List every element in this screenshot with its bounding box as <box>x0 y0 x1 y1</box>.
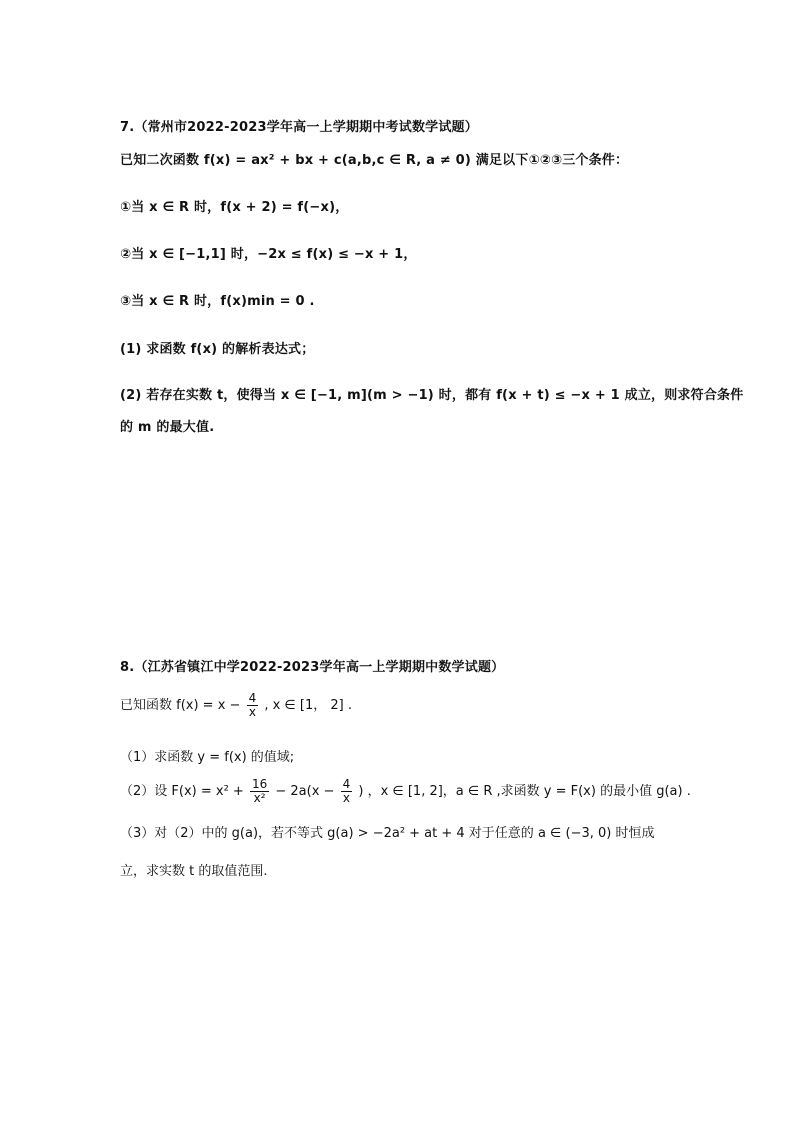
q8-stem-pre: 已知函数 f(x) = x − <box>120 698 241 713</box>
q8-heading: 8.（江苏省镇江中学2022-2023学年高一上学期期中数学试题） <box>120 660 505 675</box>
q8-part-1: （1）求函数 y = f(x) 的值域; <box>120 750 295 765</box>
q7-condition-3: ③当 x ∈ R 时，f(x)min = 0 . <box>120 294 315 309</box>
q8-part-2-mid: − 2a(x − <box>275 784 335 799</box>
fraction-numerator: 4 <box>248 691 257 705</box>
q7-stem: 已知二次函数 f(x) = ax² + bx + c(a,b,c ∈ R, a ≠ 0) 满足以下①②③三个条件： <box>120 153 629 168</box>
q8-part-2-pre: （2）设 F(x) = x² + <box>120 784 244 799</box>
q7-part-2-line-1: (2) 若存在实数 t，使得当 x ∈ [−1, m](m > −1) 时，都有 f(x + t) ≤ −x + 1 成立，则求符合条件 <box>120 388 744 403</box>
q8-part-2-fraction-2 <box>341 778 353 805</box>
q7-part-1: (1) 求函数 f(x) 的解析表达式； <box>120 342 315 357</box>
fraction-numerator: 16 <box>251 777 268 791</box>
fraction-denominator: x <box>342 791 350 805</box>
q8-stem-fraction <box>247 692 259 719</box>
q8-stem <box>120 692 352 719</box>
fraction-denominator: x² <box>253 791 266 805</box>
q7-condition-2: ②当 x ∈ [−1,1] 时，−2x ≤ f(x) ≤ −x + 1， <box>120 247 417 262</box>
q8-part-2-fraction-1 <box>250 778 269 805</box>
q7-part-2-line-2: 的 m 的最大值. <box>120 420 215 435</box>
q8-part-3-line-2: 立，求实数 t 的取值范围. <box>120 864 268 879</box>
q8-part-3-line-1: （3）对（2）中的 g(a)，若不等式 g(a) > −2a² + at + 4 对于任意的 a ∈ (−3, 0) 时恒成 <box>120 826 655 841</box>
q7-heading: 7.（常州市2022-2023学年高一上学期期中考试数学试题） <box>120 120 478 135</box>
fraction-denominator: x <box>248 705 256 719</box>
q8-part-2-post: ) ，x ∈ [1, 2]，a ∈ R ,求函数 y = F(x) 的最小值 g(a) . <box>358 784 691 799</box>
q8-stem-post: , x ∈ [1， 2] . <box>264 698 352 713</box>
fraction-numerator: 4 <box>342 777 351 791</box>
q8-part-2 <box>120 778 691 805</box>
q7-condition-1: ①当 x ∈ R 时，f(x + 2) = f(−x)， <box>120 200 349 215</box>
